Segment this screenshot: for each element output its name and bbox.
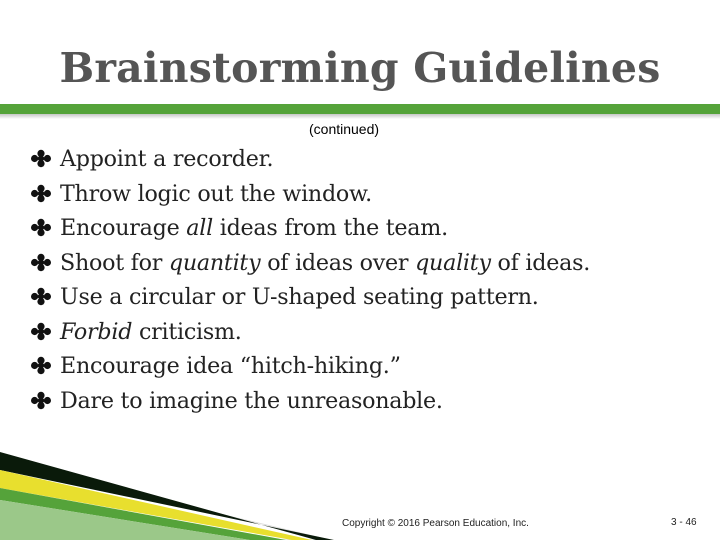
diamond-clover-icon (30, 356, 60, 375)
bullet-text: Appoint a recorder. (60, 146, 274, 172)
diamond-clover-icon (30, 391, 60, 410)
slide-title: Brainstorming Guidelines (59, 44, 661, 92)
bullet-text: Encourage (60, 215, 187, 241)
diamond-clover-icon (30, 149, 60, 168)
bullet-text: quality (415, 249, 491, 276)
diamond-clover-icon (30, 322, 60, 341)
slide-subtitle: (continued) (309, 121, 380, 137)
bullet-item (30, 177, 720, 212)
bullet-text: Shoot for (60, 249, 169, 276)
bullet-item (30, 246, 720, 281)
bullet-text: of ideas. (490, 249, 591, 276)
page-number: 3 - 46 (671, 517, 697, 528)
bullet-text: Dare to imagine the unreasonable. (60, 387, 443, 414)
bullet-item (30, 280, 720, 315)
bullet-text: all (186, 215, 213, 241)
bullet-item (30, 211, 720, 246)
bullet-item (30, 349, 720, 384)
title-divider-shadow (0, 114, 720, 119)
diamond-clover-icon (30, 184, 60, 203)
bullet-text: Forbid (60, 318, 133, 345)
bullet-text: Use a circular or U-shaped seating pattern. (60, 284, 539, 310)
diamond-clover-icon (30, 218, 60, 237)
title-divider (0, 104, 720, 114)
bullet-text: Throw logic out the window. (60, 180, 372, 207)
diamond-clover-icon (30, 253, 60, 272)
bullet-text: ideas from the team. (212, 215, 448, 241)
bullet-text: Encourage idea “hitch-hiking.” (60, 353, 401, 379)
diamond-clover-icon (30, 287, 60, 306)
bullet-item (30, 315, 720, 350)
copyright-notice: Copyright © 2016 Pearson Education, Inc. (342, 518, 529, 529)
bullet-text: of ideas over (260, 249, 416, 276)
bullet-text: criticism. (132, 318, 242, 345)
bullet-item (30, 384, 720, 419)
bullet-text: quantity (168, 249, 261, 276)
bullet-item (30, 142, 720, 177)
bullet-list (30, 142, 720, 418)
